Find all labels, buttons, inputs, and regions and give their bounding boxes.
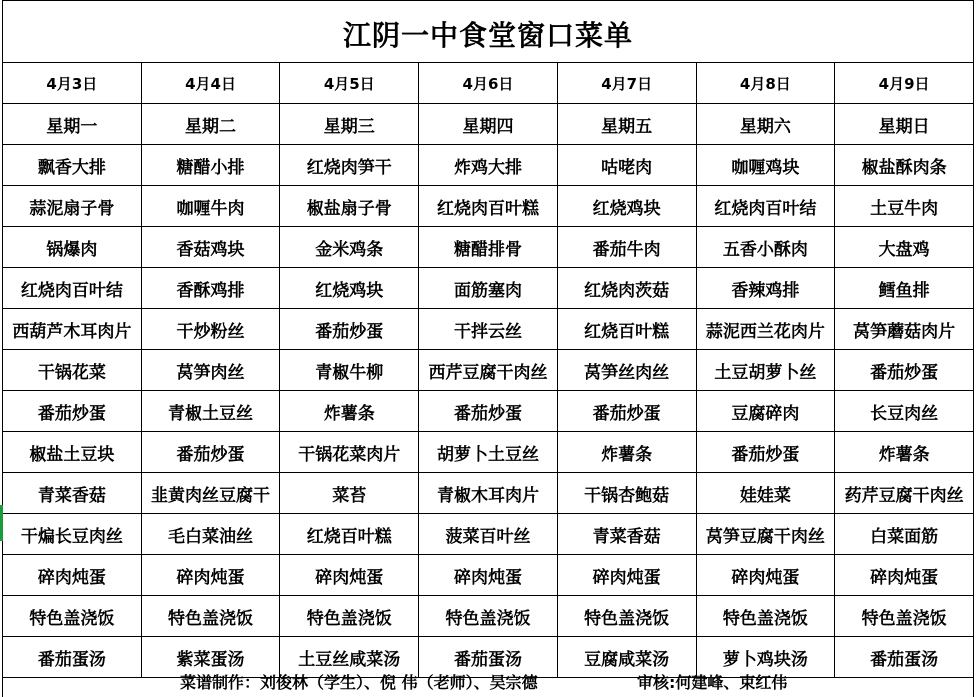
table-cell: 碎肉炖蛋: [280, 555, 419, 596]
dish-row: [3, 432, 974, 473]
table-cell: 飘香大排: [3, 145, 142, 186]
table-cell: 特色盖浇饭: [141, 596, 280, 637]
table-cell: 特色盖浇饭: [3, 596, 142, 637]
table-cell: 菠菜百叶丝: [419, 514, 558, 555]
table-cell: 星期二: [141, 104, 280, 145]
table-cell: 星期五: [557, 104, 696, 145]
table-cell: 土豆丝咸菜汤: [280, 637, 419, 678]
table-cell: 碎肉炖蛋: [557, 555, 696, 596]
table-cell: 番茄蛋汤: [835, 637, 974, 678]
table-cell: 豆腐碎肉: [696, 391, 835, 432]
table-cell: 干锅花菜肉片: [280, 432, 419, 473]
table-cell: 西芹豆腐干肉丝: [419, 350, 558, 391]
table-cell: 大盘鸡: [835, 227, 974, 268]
table-cell: 特色盖浇饭: [280, 596, 419, 637]
table-cell: 番茄炒蛋: [696, 432, 835, 473]
table-cell: 红烧鸡块: [557, 186, 696, 227]
table-cell: 碎肉炖蛋: [696, 555, 835, 596]
table-cell: 土豆牛肉: [835, 186, 974, 227]
table-cell: 红烧肉笋干: [280, 145, 419, 186]
table-cell: 胡萝卜土豆丝: [419, 432, 558, 473]
table-cell: 番茄蛋汤: [419, 637, 558, 678]
table-cell: 青椒木耳肉片: [419, 473, 558, 514]
dish-row: [3, 227, 974, 268]
dish-row: [3, 391, 974, 432]
table-cell: 韭黄肉丝豆腐干: [141, 473, 280, 514]
table-cell: 西葫芦木耳肉片: [3, 309, 142, 350]
table-cell: 糖醋排骨: [419, 227, 558, 268]
table-cell: 红烧百叶糕: [557, 309, 696, 350]
table-cell: 4月7日: [557, 63, 696, 104]
table-cell: 炸薯条: [557, 432, 696, 473]
table-cell: 药芹豆腐干肉丝: [835, 473, 974, 514]
table-cell: 娃娃菜: [696, 473, 835, 514]
table-cell: 特色盖浇饭: [419, 596, 558, 637]
table-cell: 椒盐酥肉条: [835, 145, 974, 186]
footer: [2, 664, 974, 697]
dish-row: [3, 514, 974, 555]
table-cell: 红烧鸡块: [280, 268, 419, 309]
table-cell: 金米鸡条: [280, 227, 419, 268]
table-cell: 菜苔: [280, 473, 419, 514]
table-cell: 4月8日: [696, 63, 835, 104]
table-cell: 红烧肉百叶结: [696, 186, 835, 227]
dish-row: [3, 186, 974, 227]
table-cell: 莴笋丝肉丝: [557, 350, 696, 391]
row-marker: [0, 505, 3, 541]
table-cell: 土豆胡萝卜丝: [696, 350, 835, 391]
table-cell: 番茄炒蛋: [280, 309, 419, 350]
table-cell: 碎肉炖蛋: [835, 555, 974, 596]
table-cell: 星期一: [3, 104, 142, 145]
page-title: 江阴一中食堂窗口菜单: [2, 0, 974, 62]
table-cell: 番茄炒蛋: [557, 391, 696, 432]
table-cell: 白菜面筋: [835, 514, 974, 555]
dish-row: [3, 555, 974, 596]
table-cell: 炸鸡大排: [419, 145, 558, 186]
review-text: 审核:何建峰、束红伟: [637, 673, 788, 692]
table-cell: 萝卜鸡块汤: [696, 637, 835, 678]
table-cell: 星期四: [419, 104, 558, 145]
table-cell: 咕咾肉: [557, 145, 696, 186]
table-cell: 长豆肉丝: [835, 391, 974, 432]
table-cell: 红烧肉百叶结: [3, 268, 142, 309]
dish-row: [3, 309, 974, 350]
table-cell: 干锅花菜: [3, 350, 142, 391]
dish-row: [3, 268, 974, 309]
table-cell: 青菜香菇: [3, 473, 142, 514]
table-cell: 椒盐土豆块: [3, 432, 142, 473]
table-cell: 干锅杏鲍菇: [557, 473, 696, 514]
table-cell: 五香小酥肉: [696, 227, 835, 268]
table-cell: 咖喱鸡块: [696, 145, 835, 186]
table-cell: 干拌云丝: [419, 309, 558, 350]
credits-text: 菜谱制作：刘俊林（学生）、倪 伟（老师）、吴宗德: [180, 673, 538, 692]
table-cell: 毛白菜油丝: [141, 514, 280, 555]
table-cell: 4月3日: [3, 63, 142, 104]
table-cell: 碎肉炖蛋: [419, 555, 558, 596]
table-cell: 4月4日: [141, 63, 280, 104]
table-cell: 红烧肉茨菇: [557, 268, 696, 309]
table-cell: 咖喱牛肉: [141, 186, 280, 227]
dish-row: [3, 350, 974, 391]
table-cell: 4月5日: [280, 63, 419, 104]
table-cell: 莴笋蘑菇肉片: [835, 309, 974, 350]
table-cell: 星期日: [835, 104, 974, 145]
table-cell: 碎肉炖蛋: [141, 555, 280, 596]
table-cell: 青椒土豆丝: [141, 391, 280, 432]
table-cell: 星期六: [696, 104, 835, 145]
table-cell: 4月6日: [419, 63, 558, 104]
table-cell: 番茄炒蛋: [835, 350, 974, 391]
table-cell: 干煸长豆肉丝: [3, 514, 142, 555]
dish-row: [3, 473, 974, 514]
table-cell: 香菇鸡块: [141, 227, 280, 268]
table-cell: 青菜香菇: [557, 514, 696, 555]
table-cell: 豆腐咸菜汤: [557, 637, 696, 678]
table-cell: 锅爆肉: [3, 227, 142, 268]
table-cell: 糖醋小排: [141, 145, 280, 186]
dish-row: [3, 145, 974, 186]
table-cell: 香辣鸡排: [696, 268, 835, 309]
table-cell: 香酥鸡排: [141, 268, 280, 309]
table-cell: 蒜泥扇子骨: [3, 186, 142, 227]
table-cell: 番茄炒蛋: [419, 391, 558, 432]
table-cell: 特色盖浇饭: [557, 596, 696, 637]
weekday-row: [3, 104, 974, 145]
table-cell: 炸薯条: [835, 432, 974, 473]
table-cell: 特色盖浇饭: [696, 596, 835, 637]
table-cell: 青椒牛柳: [280, 350, 419, 391]
table-cell: 蒜泥西兰花肉片: [696, 309, 835, 350]
table-cell: 紫菜蛋汤: [141, 637, 280, 678]
table-cell: 特色盖浇饭: [835, 596, 974, 637]
table-cell: 4月9日: [835, 63, 974, 104]
table-cell: 番茄蛋汤: [3, 637, 142, 678]
table-cell: 炸薯条: [280, 391, 419, 432]
table-cell: 椒盐扇子骨: [280, 186, 419, 227]
table-cell: 干炒粉丝: [141, 309, 280, 350]
table-cell: 番茄牛肉: [557, 227, 696, 268]
table-cell: 番茄炒蛋: [141, 432, 280, 473]
table-cell: 碎肉炖蛋: [3, 555, 142, 596]
table-cell: 星期三: [280, 104, 419, 145]
table-cell: 红烧肉百叶糕: [419, 186, 558, 227]
table-cell: 莴笋豆腐干肉丝: [696, 514, 835, 555]
table-cell: 鳕鱼排: [835, 268, 974, 309]
date-row: [3, 63, 974, 104]
table-cell: 红烧百叶糕: [280, 514, 419, 555]
dish-row: [3, 596, 974, 637]
table-cell: 番茄炒蛋: [3, 391, 142, 432]
table-cell: 面筋塞肉: [419, 268, 558, 309]
table-cell: 莴笋肉丝: [141, 350, 280, 391]
menu-table: [2, 62, 974, 678]
